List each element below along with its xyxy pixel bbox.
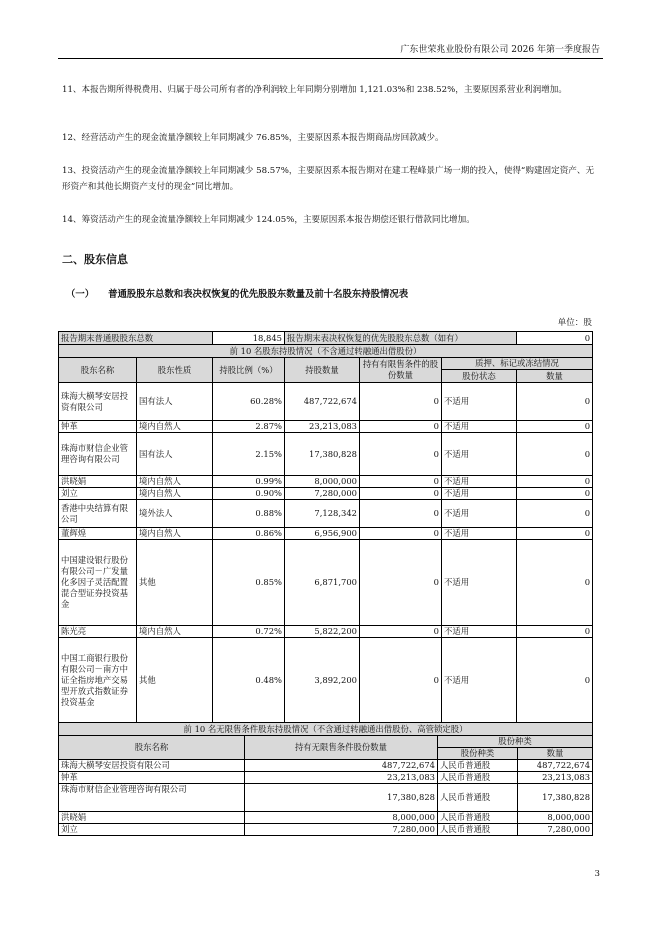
section-title: 二、股东信息	[62, 253, 128, 266]
paragraph-13: 13、投资活动产生的现金流量净额较上年同期减少 58.57%，主要原因系本报告期对在建工程峰景广场一期的投入，使得“购建固定资产、无形资产和其他长期资产支付的现金”同比增加。	[62, 166, 595, 192]
cell-ratio: 0.88%	[213, 500, 285, 528]
table-row	[59, 772, 593, 784]
cell-num: 0	[517, 638, 593, 724]
cell-nature: 境内自然人	[137, 476, 213, 488]
cell-num: 487,722,674	[518, 760, 593, 772]
cell-nature: 其他	[137, 638, 213, 724]
cell-qty: 8,000,000	[245, 812, 438, 824]
cell-restricted: 0	[360, 500, 442, 528]
header-name: 股东名称	[59, 736, 245, 760]
table-row	[59, 784, 593, 812]
cell-type: 人民币普通股	[438, 784, 518, 812]
total-shareholders-value: 18,845	[213, 332, 285, 345]
cell-name: 珠海大横琴安居投资有限公司	[59, 383, 137, 421]
cell-qty: 7,128,342	[285, 500, 360, 528]
cell-type: 人民币普通股	[438, 812, 518, 824]
header-nature: 股东性质	[137, 358, 213, 383]
cell-num: 0	[517, 626, 593, 638]
header-restricted: 持有有限售条件的股份数量	[360, 358, 442, 383]
cell-nature: 境内自然人	[137, 528, 213, 540]
cell-num: 0	[517, 528, 593, 540]
cell-name: 陈光亮	[59, 626, 137, 638]
total-shareholders-label: 报告期末普通股股东总数	[59, 332, 213, 345]
cell-type: 人民币普通股	[438, 772, 518, 784]
table-row	[59, 476, 593, 488]
cell-num: 23,213,083	[518, 772, 593, 784]
table-row	[59, 638, 593, 724]
cell-nature: 境内自然人	[137, 421, 213, 433]
cell-nature: 国有法人	[137, 433, 213, 476]
table-row	[59, 433, 593, 476]
header-rule	[58, 58, 603, 59]
cell-qty: 6,956,900	[285, 528, 360, 540]
cell-qty: 487,722,674	[285, 383, 360, 421]
cell-ratio: 0.99%	[213, 476, 285, 488]
table-row	[59, 626, 593, 638]
unit-label: 单位：股	[557, 318, 592, 328]
cell-ratio: 0.72%	[213, 626, 285, 638]
cell-num: 0	[517, 421, 593, 433]
cell-qty: 5,822,200	[285, 626, 360, 638]
cell-qty: 17,380,828	[245, 784, 438, 812]
unrestricted-title: 前 10 名无限售条件股东持股情况（不含通过转融通出借股份、高管锁定股）	[59, 723, 593, 736]
cell-name: 中国工商银行股份有限公司－南方中证全指房地产交易型开放式指数证券投资基金	[59, 638, 137, 724]
cell-qty: 23,213,083	[245, 772, 438, 784]
subsection-number: （一）	[66, 289, 95, 300]
cell-num: 0	[517, 476, 593, 488]
cell-ratio: 60.28%	[213, 383, 285, 421]
table-row	[59, 540, 593, 626]
cell-restricted: 0	[360, 528, 442, 540]
cell-status: 不适用	[442, 488, 517, 500]
cell-status: 不适用	[442, 500, 517, 528]
header-unrestricted-qty: 持有无限售条件股份数量	[245, 736, 438, 760]
cell-qty: 23,213,083	[285, 421, 360, 433]
cell-num: 0	[517, 383, 593, 421]
cell-restricted: 0	[360, 476, 442, 488]
table-row	[59, 383, 593, 421]
cell-status: 不适用	[442, 476, 517, 488]
cell-status: 不适用	[442, 528, 517, 540]
cell-ratio: 0.86%	[213, 528, 285, 540]
preferred-shareholders-label: 报告期末表决权恢复的优先股股东总数（如有）	[285, 332, 517, 345]
cell-num: 0	[517, 500, 593, 528]
table-row	[59, 812, 593, 824]
cell-status: 不适用	[442, 638, 517, 724]
table-row	[59, 421, 593, 433]
cell-name: 洪晓娟	[59, 812, 245, 824]
header-share-type: 股份种类	[438, 748, 518, 760]
header-qty: 持股数量	[285, 358, 360, 383]
table-row	[59, 500, 593, 528]
cell-qty: 17,380,828	[285, 433, 360, 476]
cell-name: 珠海市财信企业管理咨询有限公司	[59, 784, 245, 812]
cell-ratio: 0.85%	[213, 540, 285, 626]
table-row	[59, 824, 593, 836]
cell-restricted: 0	[360, 383, 442, 421]
cell-name: 中国建设银行股份有限公司－广发量化多因子灵活配置混合型证券投资基金	[59, 540, 137, 626]
cell-restricted: 0	[360, 421, 442, 433]
top10-title: 前 10 名股东持股情况（不含通过转融通出借股份）	[59, 345, 593, 358]
cell-nature: 其他	[137, 540, 213, 626]
cell-restricted: 0	[360, 638, 442, 724]
table-row	[59, 760, 593, 772]
cell-qty: 7,280,000	[285, 488, 360, 500]
subsection-text: 普通股股东总数和表决权恢复的优先股股东数量及前十名股东持股情况表	[108, 289, 409, 300]
table-row	[59, 488, 593, 500]
cell-nature: 境内自然人	[137, 488, 213, 500]
cell-num: 7,280,000	[518, 824, 593, 836]
header-pledge: 质押、标记或冻结情况	[442, 358, 593, 370]
cell-num: 8,000,000	[518, 812, 593, 824]
cell-qty: 8,000,000	[285, 476, 360, 488]
cell-qty: 7,280,000	[245, 824, 438, 836]
cell-restricted: 0	[360, 626, 442, 638]
cell-name: 刘立	[59, 488, 137, 500]
cell-name: 珠海市财信企业管理咨询有限公司	[59, 433, 137, 476]
cell-restricted: 0	[360, 540, 442, 626]
cell-status: 不适用	[442, 421, 517, 433]
cell-nature: 境内自然人	[137, 626, 213, 638]
header-ratio: 持股比例（%）	[213, 358, 285, 383]
cell-name: 香港中央结算有限公司	[59, 500, 137, 528]
cell-ratio: 0.48%	[213, 638, 285, 724]
cell-name: 董辉煌	[59, 528, 137, 540]
cell-restricted: 0	[360, 488, 442, 500]
cell-num: 0	[517, 488, 593, 500]
top10-shareholders-table	[58, 331, 593, 724]
header-share-num: 数量	[518, 748, 593, 760]
header-share-kind: 股份种类	[438, 736, 593, 748]
cell-qty: 6,871,700	[285, 540, 360, 626]
cell-status: 不适用	[442, 626, 517, 638]
paragraph-14: 14、筹资活动产生的现金流量净额较上年同期减少 124.05%，主要原因系本报告期偿还银行借款同比增加。	[62, 215, 475, 225]
cell-ratio: 0.90%	[213, 488, 285, 500]
cell-qty: 3,892,200	[285, 638, 360, 724]
cell-type: 人民币普通股	[438, 824, 518, 836]
cell-status: 不适用	[442, 540, 517, 626]
cell-name: 钟革	[59, 772, 245, 784]
cell-status: 不适用	[442, 383, 517, 421]
top10-unrestricted-table	[58, 722, 593, 836]
cell-name: 珠海大横琴安居投资有限公司	[59, 760, 245, 772]
cell-ratio: 2.87%	[213, 421, 285, 433]
cell-ratio: 2.15%	[213, 433, 285, 476]
cell-num: 0	[517, 540, 593, 626]
preferred-shareholders-value: 0	[517, 332, 593, 345]
paragraph-12: 12、经营活动产生的现金流量净额较上年同期减少 76.85%，主要原因系本报告期商品房回款减少。	[62, 133, 444, 143]
cell-qty: 487,722,674	[245, 760, 438, 772]
cell-name: 洪晓娟	[59, 476, 137, 488]
report-header: 广东世荣兆业股份有限公司 2026 年第一季度报告	[400, 45, 600, 55]
cell-name: 钟革	[59, 421, 137, 433]
page-number: 3	[594, 869, 600, 879]
cell-nature: 境外法人	[137, 500, 213, 528]
cell-restricted: 0	[360, 433, 442, 476]
cell-nature: 国有法人	[137, 383, 213, 421]
header-num: 数量	[517, 370, 593, 383]
subsection-title	[66, 286, 408, 300]
header-status: 股份状态	[442, 370, 517, 383]
cell-num: 0	[517, 433, 593, 476]
paragraph-11: 11、本报告期所得税费用、归属于母公司所有者的净利润较上年同期分别增加 1,121.03%和 238.52%，主要原因系营业利润增加。	[62, 85, 567, 95]
header-name: 股东名称	[59, 358, 137, 383]
cell-name: 刘立	[59, 824, 245, 836]
cell-type: 人民币普通股	[438, 760, 518, 772]
table-row	[59, 528, 593, 540]
cell-num: 17,380,828	[518, 784, 593, 812]
cell-status: 不适用	[442, 433, 517, 476]
